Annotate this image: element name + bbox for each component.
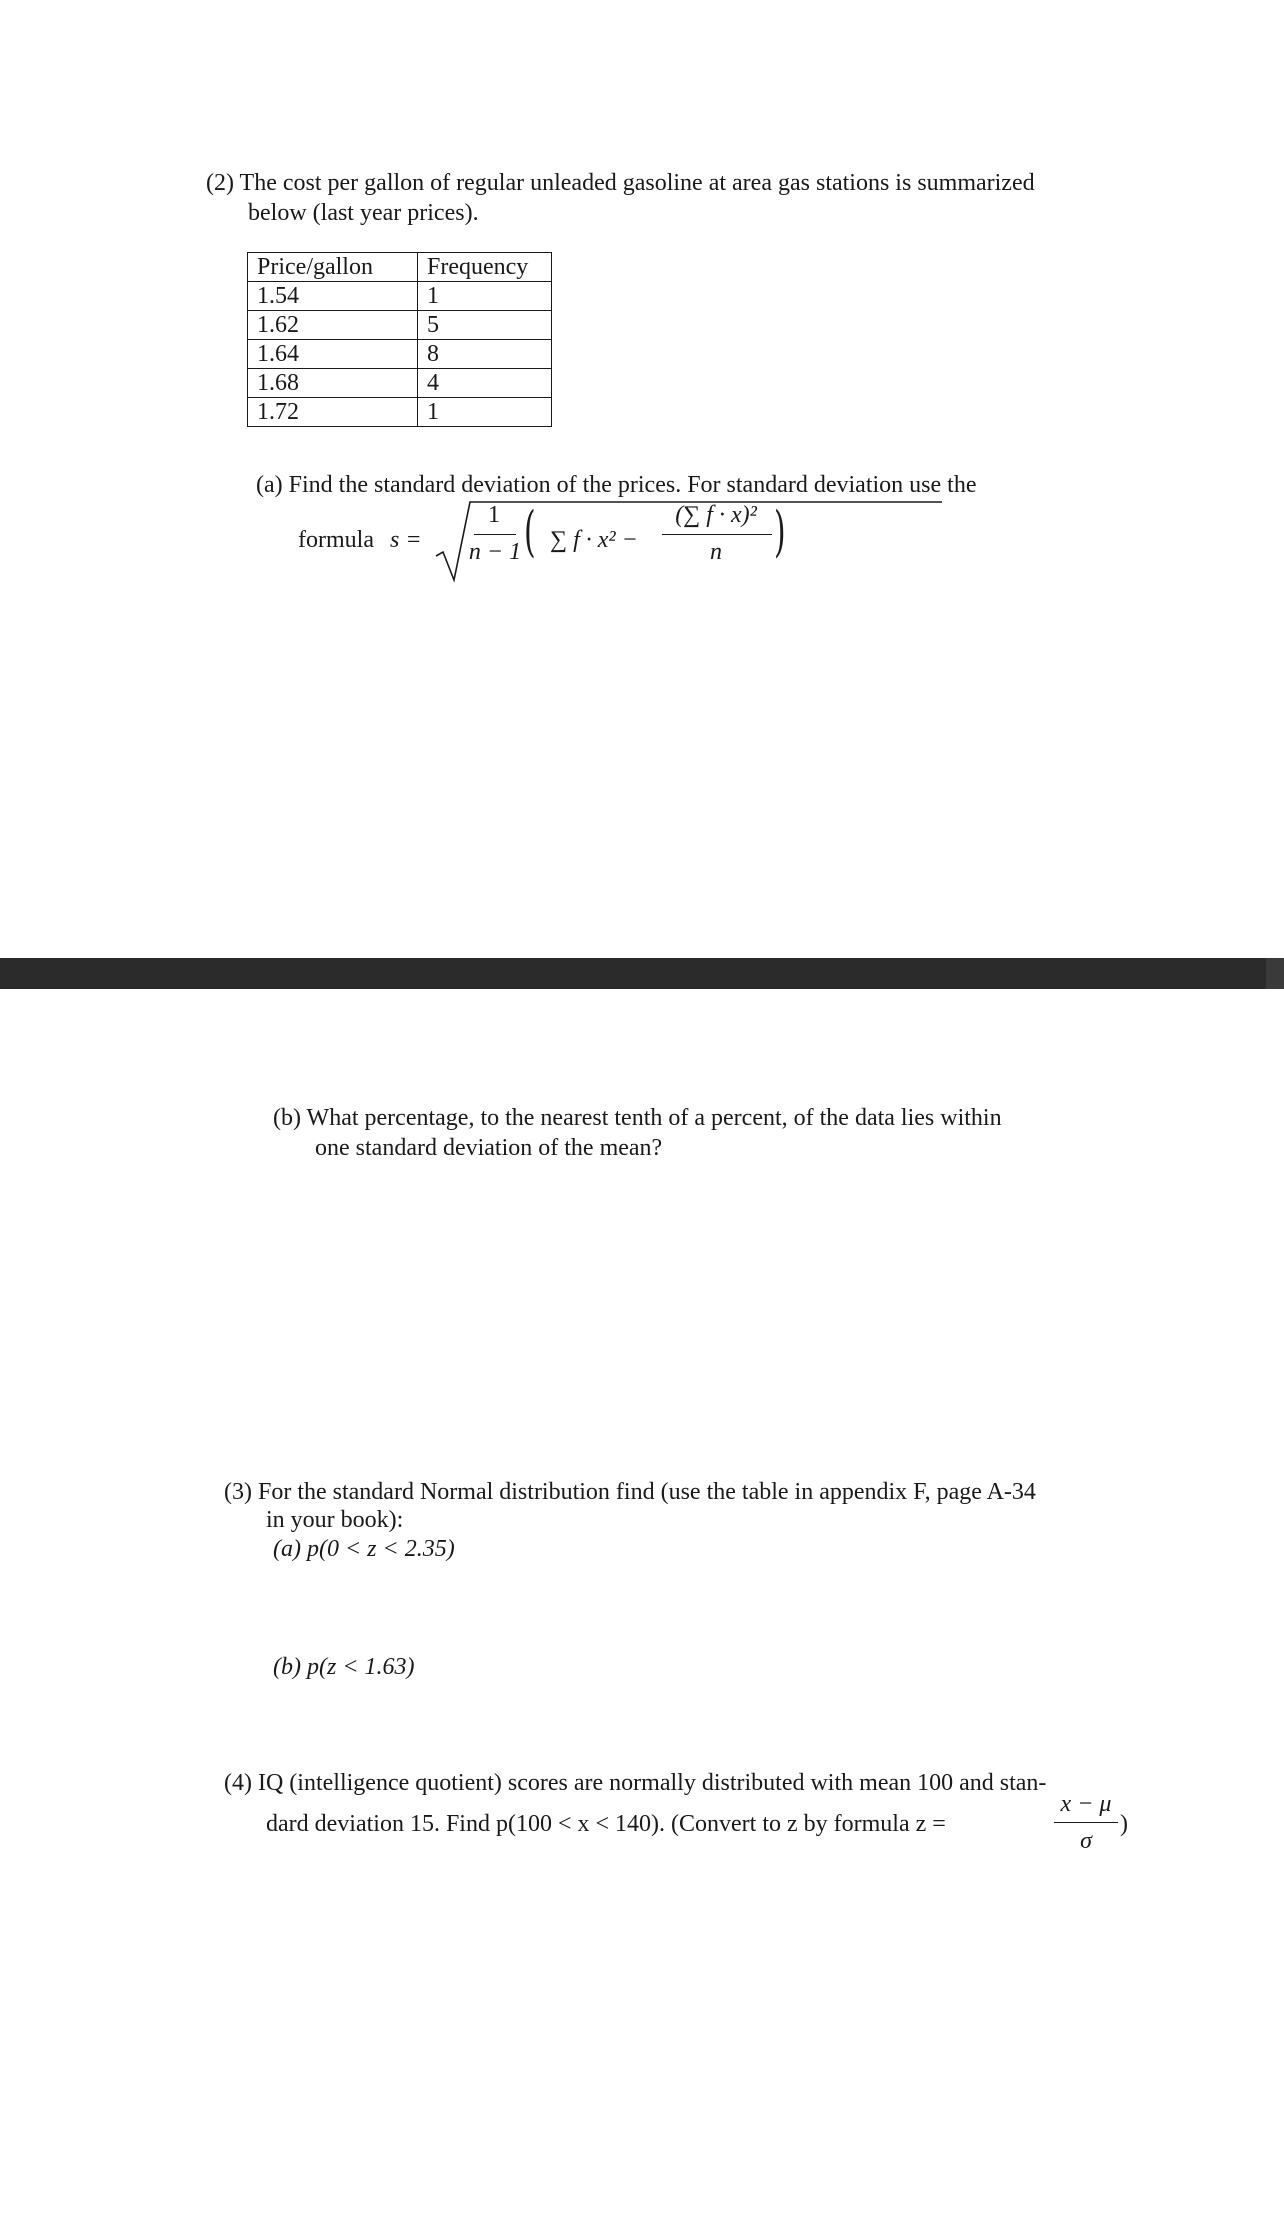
frac1-numerator: 1 [488,502,500,528]
table-row [248,369,552,398]
table-row [248,282,552,311]
q2b-line1: (b) What percentage, to the nearest tenth of a percent, of the data lies within [273,1105,1002,1131]
sum-term: ∑ f · x² − [550,527,638,553]
table-cell-frequency: 1 [418,282,552,311]
q2b-line2: one standard deviation of the mean? [315,1135,663,1161]
q3a: (a) p(0 < z < 2.35) [273,1536,455,1562]
page-divider [0,958,1284,989]
table-cell-price: 1.72 [248,398,418,427]
table-header-frequency: Frequency [418,253,552,282]
table-cell-price: 1.64 [248,340,418,369]
z-formula-fraction [1052,1790,1120,1855]
q2-line2: below (last year prices). [248,200,479,226]
q4-line2: dard deviation 15. Find p(100 < x < 140). (Convert to z by formula z = [266,1811,946,1837]
table-header-row [248,253,552,282]
q2-line1: (2) The cost per gallon of regular unleaded gasoline at area gas stations is summarized [206,170,1035,196]
q2a-line1: (a) Find the standard deviation of the prices. For standard deviation use the [256,472,977,498]
z-formula-numerator: x − μ [1060,1791,1112,1817]
table-cell-price: 1.54 [248,282,418,311]
table-cell-frequency: 8 [418,340,552,369]
z-formula-close: ) [1120,1811,1128,1837]
page-divider-edge [1266,958,1284,989]
q3-line1: (3) For the standard Normal distribution find (use the table in appendix F, page A-34 [224,1479,1036,1505]
table-row [248,340,552,369]
price-frequency-table [247,252,552,427]
frac2-denominator: n [710,539,722,565]
right-paren: ) [774,500,786,563]
formula-s-equals: s = [390,527,422,553]
q3b: (b) p(z < 1.63) [273,1654,415,1680]
frac1-denominator: n − 1 [468,539,522,565]
q3-line2: in your book): [266,1507,404,1533]
z-formula-denominator: σ [1080,1828,1092,1854]
table-cell-frequency: 5 [418,311,552,340]
formula-prefix: formula [298,527,374,553]
table-cell-price: 1.68 [248,369,418,398]
frac2-bar [662,534,772,535]
left-paren: ( [524,500,536,563]
q4-line1: (4) IQ (intelligence quotient) scores are normally distributed with mean 100 and stan- [224,1770,1047,1796]
table-row [248,311,552,340]
table-cell-frequency: 4 [418,369,552,398]
frac1-bar [474,534,516,535]
table-row [248,398,552,427]
table-header-price: Price/gallon [248,253,418,282]
frac2-numerator: (∑ f · x)² [675,502,757,528]
table-cell-frequency: 1 [418,398,552,427]
z-formula-bar [1054,1822,1118,1823]
table-cell-price: 1.62 [248,311,418,340]
